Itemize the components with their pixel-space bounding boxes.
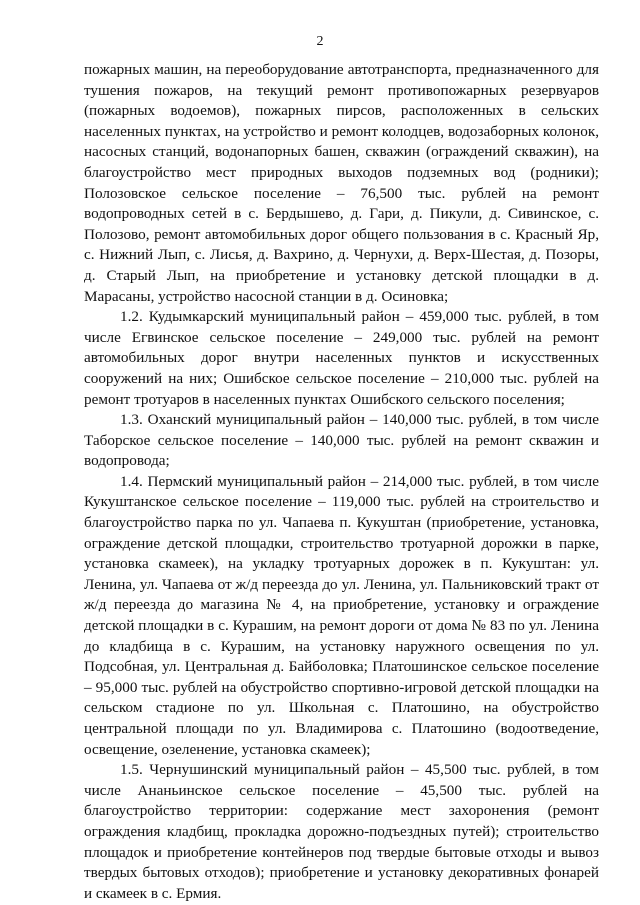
document-body [84,60,599,904]
paragraph-1-4: 1.4. Пермский муниципальный район – 214,000 тыс. рублей, в том числе Кукуштанское сельское поселение – 119,000 тыс. рублей на строительство и благоустройство парка по ул. Чапаева п. Кукуштан (приобретение, установка, ограждение детской площадки, строительство тротуарной дорожки в парке, установка скамеек), на укладку тротуарных дорожек в п. Кукуштан: ул. Ленина, ул. Чапаева от ж/д переезда до ул. Ленина, ул. Пальниковский тракт от ж/д переезда до магазина № 4, на приобретение, установку и ограждение детской площадки в с. Курашим, на ремонт дороги от дома № 83 по ул. Ленина до кладбища в с. Курашим, на установку наружного освещения по ул. Подсобная, ул. Центральная д. Байболовка; Платошинское сельское поселение – 95,000 тыс. рублей на обустройство спортивно-игровой детской площадки на сельском стадионе по ул. Школьная с. Платошино, на обустройство центральной площади по ул. Владимирова с. Платошино (водоотведение, освещение, озеленение, установка скамеек); [84,472,599,758]
paragraph-continuation: пожарных машин, на переоборудование автотранспорта, предназначенного для тушения пожаров, на текущий ремонт противопожарных резервуаров (пожарных водоемов), пожарных пирсов, расположенных в сельских населенных пунктах, на устройство и ремонт колодцев, водозаборных колонок, насосных станций, водонапорных башен, скважин (ограждений скважин), на благоустройство мест природных выходов подземных вод (родники); Полозовское сельское поселение – 76,500 тыс. рублей на ремонт водопроводных сетей в с. Бердышево, д. Гари, д. Пикули, д. Сивинское, с. Полозово, ремонт автомобильных дорог общего пользования в с. Красный Яр, с. Нижний Лып, с. Лисья, д. Вахрино, д. Чернухи, д. Верх-Шестая, д. Позоры, д. Старый Лып, на приобретение и установку детской площадки в д. Марасаны, устройство насосной станции в д. Осиновка; [84,61,599,305]
paragraph-1-2: 1.2. Кудымкарский муниципальный район – 459,000 тыс. рублей, в том числе Егвинское сельское поселение – 249,000 тыс. рублей на ремонт автомобильных дорог внутри населенных пунктов и искусственных сооружений на них; Ошибское сельское поселение – 210,000 тыс. рублей на ремонт тротуаров в населенных пунктах Ошибского сельского поселения; [84,308,599,408]
paragraph-1-5: 1.5. Чернушинский муниципальный район – 45,500 тыс. рублей, в том числе Ананьинское сельское поселение – 45,500 тыс. рублей на благоустройство территории: содержание мест захоронения (ремонт ограждения кладбищ, прокладка дорожно-подъездных путей); строительство площадок и приобретение контейнеров под твердые бытовые отходы и вывоз твердых бытовых отходов); приобретение и установку декоративных фонарей и скамеек в с. Ермия. [84,761,599,902]
paragraph-1-3: 1.3. Оханский муниципальный район – 140,000 тыс. рублей, в том числе Таборское сельское поселение – 140,000 тыс. рублей на ремонт скважин и водопровода; [84,411,599,470]
page-number: 2 [316,34,324,49]
